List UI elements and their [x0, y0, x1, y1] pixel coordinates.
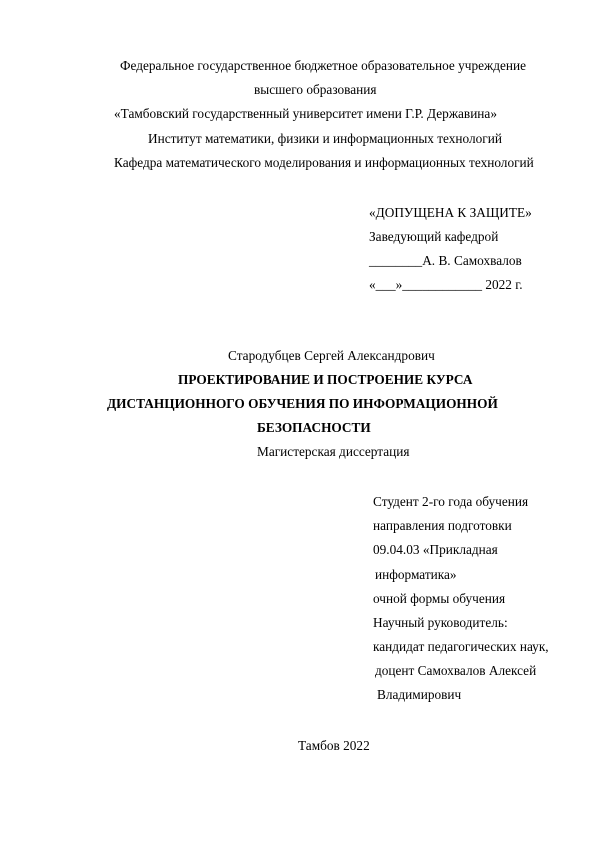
- header-department: Кафедра математического моделирования и информационных технологий: [114, 155, 534, 170]
- student-direction-name: информатика»: [375, 567, 457, 582]
- student-study-form: очной формы обучения: [373, 591, 506, 606]
- thesis-title-line-1: ПРОЕКТИРОВАНИЕ И ПОСТРОЕНИЕ КУРСА: [178, 372, 473, 387]
- supervisor-patronymic: Владимирович: [377, 687, 462, 702]
- header-organization: Федеральное государственное бюджетное образовательное учреждение: [120, 58, 527, 73]
- thesis-title-line-3: БЕЗОПАСНОСТИ: [257, 420, 371, 435]
- thesis-title-line-2: ДИСТАНЦИОННОГО ОБУЧЕНИЯ ПО ИНФОРМАЦИОННОЙ: [107, 396, 498, 411]
- author-name: Стародубцев Сергей Александрович: [228, 348, 435, 363]
- student-direction-code: 09.04.03 «Прикладная: [373, 542, 498, 557]
- approval-role: Заведующий кафедрой: [369, 229, 499, 244]
- header-institute: Институт математики, физики и информационных технологий: [148, 131, 502, 146]
- supervisor-label: Научный руководитель:: [373, 615, 508, 630]
- approval-title: «ДОПУЩЕНА К ЗАЩИТЕ»: [369, 205, 532, 220]
- student-year: Студент 2-го года обучения: [373, 494, 529, 509]
- thesis-type: Магистерская диссертация: [257, 444, 410, 459]
- student-direction-label: направления подготовки: [373, 518, 512, 533]
- supervisor-name: доцент Самохвалов Алексей: [375, 663, 537, 678]
- supervisor-degree: кандидат педагогических наук,: [373, 639, 549, 654]
- header-education-level: высшего образования: [254, 82, 377, 97]
- approval-signature: ________А. В. Самохвалов: [369, 253, 522, 268]
- header-university: «Тамбовский государственный университет имени Г.Р. Державина»: [114, 106, 497, 121]
- approval-date: «___»____________ 2022 г.: [369, 277, 523, 292]
- footer-city-year: Тамбов 2022: [298, 738, 370, 753]
